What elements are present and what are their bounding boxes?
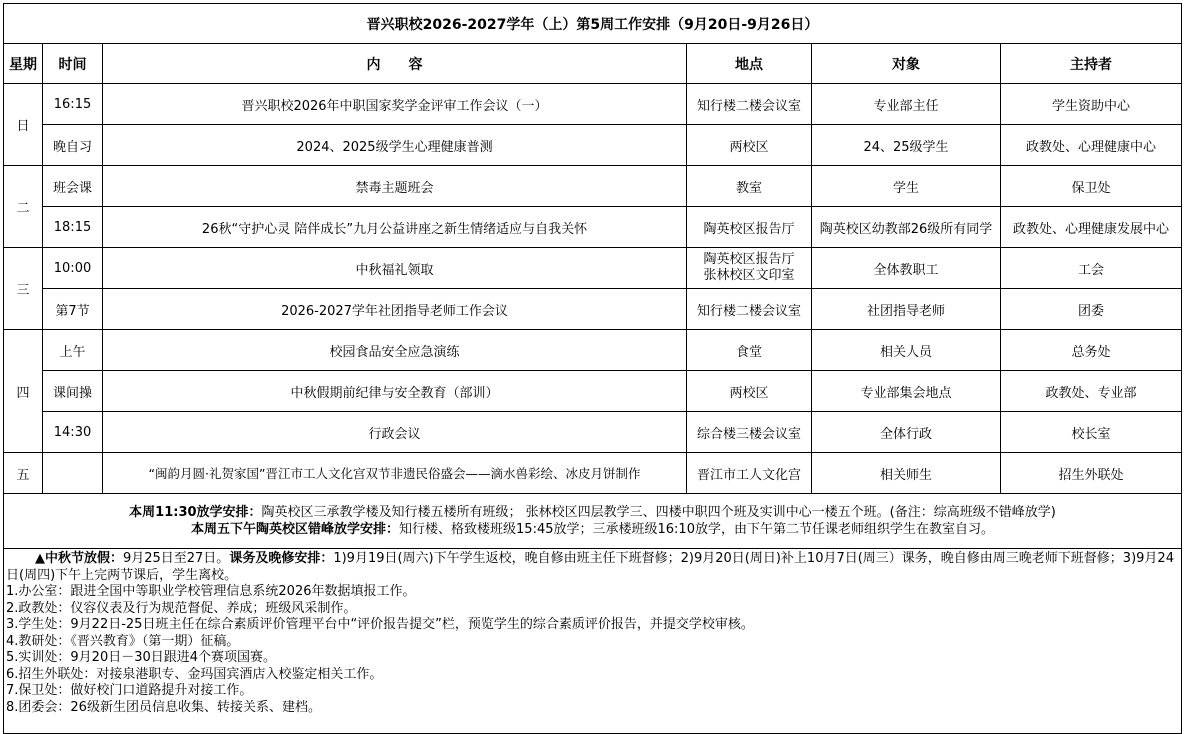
row-audience: 全体教职工	[812, 248, 1001, 289]
dept-item: 2.政教处：仪容仪表及行为规范督促、养成；班级风采制作。	[6, 600, 357, 616]
row-content: 行政会议	[103, 412, 687, 453]
row-time: 班会课	[43, 166, 103, 207]
row-content: 2024、2025级学生心理健康普测	[103, 125, 687, 166]
row-host: 招生外联处	[1001, 453, 1182, 494]
row-content: 中秋假期前纪律与安全教育（部训）	[103, 371, 687, 412]
dept-item: 7.保卫处：做好校门口道路提升对接工作。	[6, 683, 253, 698]
row-audience: 相关人员	[812, 330, 1001, 371]
row-location: 教室	[687, 166, 812, 207]
row-time: 16:15	[43, 84, 103, 125]
header-audience: 对象	[812, 44, 1001, 84]
row-audience: 专业部集会地点	[812, 371, 1001, 412]
row-location	[687, 248, 812, 289]
row-audience: 相关师生	[812, 453, 1001, 494]
row-audience: 专业部主任	[812, 84, 1001, 125]
table-row	[4, 330, 1182, 371]
day-tuesday: 二	[4, 166, 43, 248]
schedule-title: 晋兴职校2026-2027学年（上）第5周工作安排（9月20日-9月26日）	[4, 4, 1182, 44]
row-host: 学生资助中心	[1001, 84, 1182, 125]
holiday-arrangement: ▲中秋节放假：9月25日至27日。课务及晚修安排：1)9月19日(周六)下午学生返校，晚自修由班主任下班督修；2)9月20日(周日)补上10月7日(周三）课务，晚自修由周三晚老师下班督修；3)9月24日(周四)下午上完两节课后，学生离校。	[6, 551, 1174, 583]
dismissal-note-2: 本周五下午陶英校区错峰放学安排：知行楼、格致楼班级15:45放学；三承楼班级16:10放学，由下午第二节任课老师组织学生在教室自习。	[191, 522, 994, 537]
row-time: 14:30	[43, 412, 103, 453]
table-row	[4, 371, 1182, 412]
table-row	[4, 166, 1182, 207]
row-host: 政教处、专业部	[1001, 371, 1182, 412]
row-host: 工会	[1001, 248, 1182, 289]
header-content: 内 容	[103, 44, 687, 84]
dept-item: 6.招生外联处：对接泉港职专、金玛国宾酒店入校鉴定相关工作。	[6, 666, 383, 682]
table-row	[4, 125, 1182, 166]
holiday-notes-row	[4, 549, 1182, 734]
row-audience: 全体行政	[812, 412, 1001, 453]
row-content: 校园食品安全应急演练	[103, 330, 687, 371]
header-host: 主持者	[1001, 44, 1182, 84]
dept-item: 4.教研处：《晋兴教育》（第一期）征稿。	[6, 633, 240, 649]
row-host: 总务处	[1001, 330, 1182, 371]
row-audience: 陶英校区幼教部26级所有同学	[812, 207, 1001, 248]
day-wednesday: 三	[4, 248, 43, 330]
table-row	[4, 412, 1182, 453]
row-host: 政教处、心理健康发展中心	[1001, 207, 1182, 248]
row-content: 26秋“守护心灵 陪伴成长”九月公益讲座之新生情绪适应与自我关怀	[103, 207, 687, 248]
row-time: 10:00	[43, 248, 103, 289]
dept-item: 1.办公室：跟进全国中等职业学校管理信息系统2026年数据填报工作。	[6, 584, 416, 599]
row-time	[43, 453, 103, 494]
row-host: 校长室	[1001, 412, 1182, 453]
table-row	[4, 84, 1182, 125]
table-row	[4, 248, 1182, 289]
dept-item: 5.实训处：9月20日－30日跟进4个赛项国赛。	[6, 650, 277, 665]
row-content: 2026-2027学年社团指导老师工作会议	[103, 289, 687, 330]
header-time: 时间	[43, 44, 103, 84]
row-location: 两校区	[687, 125, 812, 166]
holiday-notes	[4, 549, 1182, 734]
row-content: 禁毒主题班会	[103, 166, 687, 207]
triangle-marker-icon: ▲	[34, 551, 45, 566]
row-time: 晚自习	[43, 125, 103, 166]
row-content: “闽韵月圆·礼贺家国”晋江市工人文化宫双节非遗民俗盛会——滴水兽彩绘、冰皮月饼制作	[103, 453, 687, 494]
row-audience: 24、25级学生	[812, 125, 1001, 166]
location-line-1: 陶英校区报告厅	[703, 252, 795, 267]
row-location: 知行楼二楼会议室	[687, 84, 812, 125]
row-audience: 学生	[812, 166, 1001, 207]
dismissal-notes	[4, 494, 1182, 549]
table-row	[4, 207, 1182, 248]
row-location: 两校区	[687, 371, 812, 412]
table-row	[4, 289, 1182, 330]
row-audience: 社团指导老师	[812, 289, 1001, 330]
row-content: 晋兴职校2026年中职国家奖学金评审工作会议（一）	[103, 84, 687, 125]
row-time: 18:15	[43, 207, 103, 248]
row-time: 课间操	[43, 371, 103, 412]
header-location: 地点	[687, 44, 812, 84]
location-line-2: 张林校区文印室	[703, 268, 795, 283]
day-friday: 五	[4, 453, 43, 494]
header-day: 星期	[4, 44, 43, 84]
day-sunday: 日	[4, 84, 43, 166]
dept-item: 8.团委会：26级新生团员信息收集、转接关系、建档。	[6, 699, 321, 715]
dept-item: 3.学生处：9月22日-25日班主任在综合素质评价管理平台中“评价报告提交”栏，预览学生的综合素质评价报告，并提交学校审核。	[6, 617, 754, 632]
dismissal-notes-row	[4, 494, 1182, 549]
row-time: 上午	[43, 330, 103, 371]
row-host: 团委	[1001, 289, 1182, 330]
row-location: 晋江市工人文化宫	[687, 453, 812, 494]
dismissal-note-1: 本周11:30放学安排：陶英校区三承教学楼及知行楼五楼所有班级； 张林校区四层教学三、四楼中职四个班及实训中心一楼五个班。(备注：综高班级不错峰放学)	[129, 505, 1056, 520]
row-location: 食堂	[687, 330, 812, 371]
row-location: 知行楼二楼会议室	[687, 289, 812, 330]
row-time: 第7节	[43, 289, 103, 330]
row-content: 中秋福礼领取	[103, 248, 687, 289]
row-host: 保卫处	[1001, 166, 1182, 207]
row-location: 综合楼三楼会议室	[687, 412, 812, 453]
table-row	[4, 453, 1182, 494]
weekly-schedule-table	[3, 3, 1182, 734]
day-thursday: 四	[4, 330, 43, 453]
row-location: 陶英校区报告厅	[687, 207, 812, 248]
row-host: 政教处、心理健康中心	[1001, 125, 1182, 166]
